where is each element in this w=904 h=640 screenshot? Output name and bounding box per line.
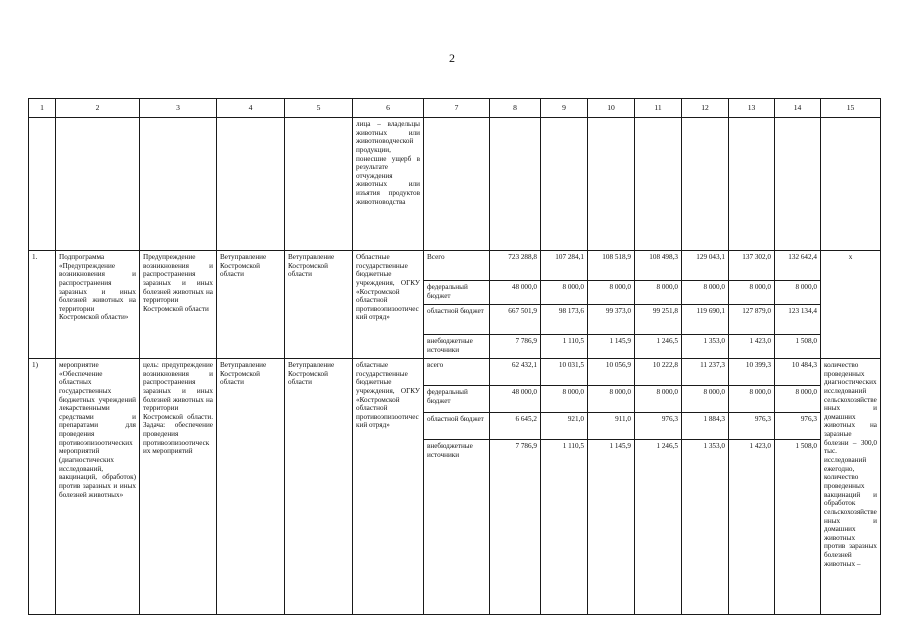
subprogram-name: Подпрограмма «Предупреждение возникновения и распространения заразных и иных болезней животных на территории Костромской области» bbox=[56, 251, 140, 359]
funding-source: внебюджетные источники bbox=[424, 335, 490, 359]
subprogram-goal: Предупреждение возникновения и распространения заразных и иных болезней животных на территории Костромской области bbox=[140, 251, 217, 359]
measure-row bbox=[29, 359, 881, 386]
value-cell: 1 110,5 bbox=[541, 440, 588, 615]
indicator-cell: х bbox=[821, 251, 881, 359]
value-cell: 108 518,9 bbox=[588, 251, 635, 281]
measure-participants: областные государственные бюджетные учреждения, ОГКУ «Костромской областной противоэпизоотический отряд» bbox=[353, 359, 424, 615]
value-cell: 7 786,9 bbox=[490, 440, 541, 615]
value-cell: 123 134,4 bbox=[775, 305, 821, 335]
value-cell: 1 353,0 bbox=[682, 440, 729, 615]
funding-source: внебюджетные источники bbox=[424, 440, 490, 615]
subprogram-responsible: Ветуправление Костромской области bbox=[217, 251, 285, 359]
header-cell: 12 bbox=[682, 99, 729, 118]
measure-number: 1) bbox=[29, 359, 56, 615]
header-cell: 15 bbox=[821, 99, 881, 118]
funding-source: федеральный бюджет bbox=[424, 386, 490, 413]
value-cell: 1 508,0 bbox=[775, 335, 821, 359]
subprogram-coexecutor: Ветуправление Костромской области bbox=[285, 251, 353, 359]
budget-table bbox=[28, 98, 881, 615]
value-cell: 8 000,0 bbox=[541, 386, 588, 413]
value-cell: 7 786,9 bbox=[490, 335, 541, 359]
header-cell: 14 bbox=[775, 99, 821, 118]
funding-source: всего bbox=[424, 359, 490, 386]
value-cell: 8 000,0 bbox=[682, 281, 729, 305]
value-cell: 8 000,0 bbox=[775, 386, 821, 413]
funding-source: областной бюджет bbox=[424, 413, 490, 440]
value-cell: 8 000,0 bbox=[635, 281, 682, 305]
value-cell: 10 484,3 bbox=[775, 359, 821, 386]
value-cell: 99 373,0 bbox=[588, 305, 635, 335]
value-cell: 8 000,0 bbox=[541, 281, 588, 305]
funding-source: федеральный бюджет bbox=[424, 281, 490, 305]
header-cell: 11 bbox=[635, 99, 682, 118]
header-cell: 2 bbox=[56, 99, 140, 118]
value-cell: 107 284,1 bbox=[541, 251, 588, 281]
value-cell: 976,3 bbox=[635, 413, 682, 440]
value-cell: 8 000,0 bbox=[588, 281, 635, 305]
value-cell: 1 246,5 bbox=[635, 440, 682, 615]
value-cell: 1 508,0 bbox=[775, 440, 821, 615]
value-cell: 1 110,5 bbox=[541, 335, 588, 359]
header-cell: 1 bbox=[29, 99, 56, 118]
header-cell: 10 bbox=[588, 99, 635, 118]
value-cell: 137 302,0 bbox=[729, 251, 775, 281]
value-cell: 8 000,0 bbox=[729, 281, 775, 305]
value-cell: 1 423,0 bbox=[729, 440, 775, 615]
value-cell: 1 884,3 bbox=[682, 413, 729, 440]
value-cell: 11 237,3 bbox=[682, 359, 729, 386]
funding-source: областной бюджет bbox=[424, 305, 490, 335]
value-cell: 98 173,6 bbox=[541, 305, 588, 335]
value-cell: 1 145,9 bbox=[588, 335, 635, 359]
value-cell: 1 246,5 bbox=[635, 335, 682, 359]
value-cell: 8 000,0 bbox=[729, 386, 775, 413]
header-cell: 13 bbox=[729, 99, 775, 118]
continuation-participants: лица – владельцы животных или животноводческой продукции, понесшие ущерб в результате отчуждения животных или изъятия продуктов животноводства bbox=[353, 118, 424, 251]
subprogram-row bbox=[29, 251, 881, 281]
value-cell: 127 879,0 bbox=[729, 305, 775, 335]
value-cell: 1 145,9 bbox=[588, 440, 635, 615]
value-cell: 108 498,3 bbox=[635, 251, 682, 281]
value-cell: 132 642,4 bbox=[775, 251, 821, 281]
value-cell: 976,3 bbox=[729, 413, 775, 440]
value-cell: 10 399,3 bbox=[729, 359, 775, 386]
measure-coexecutor: Ветуправление Костромской области bbox=[285, 359, 353, 615]
measure-name: мероприятие «Обеспечение областных государственных бюджетных учреждений лекарственными средствами и препаратами для проведения противоэпизоотических мероприятий (диагностических исследований, вакцинаций, обработок) против заразных и иных болезней животных» bbox=[56, 359, 140, 615]
subprogram-participants: Областные государственные бюджетные учреждения, ОГКУ «Костромской областной противоэпизоотический отряд» bbox=[353, 251, 424, 359]
value-cell: 99 251,8 bbox=[635, 305, 682, 335]
continuation-row bbox=[29, 118, 881, 251]
value-cell: 10 056,9 bbox=[588, 359, 635, 386]
value-cell: 8 000,0 bbox=[682, 386, 729, 413]
value-cell: 667 501,9 bbox=[490, 305, 541, 335]
header-cell: 5 bbox=[285, 99, 353, 118]
measure-goal: цель: предупреждение возникновения и распространения заразных и иных болезней животных на территории Костромской области. Задача: обеспечение проведения противоэпизоотических мероприятий bbox=[140, 359, 217, 615]
measure-responsible: Ветуправление Костромской области bbox=[217, 359, 285, 615]
value-cell: 8 000,0 bbox=[775, 281, 821, 305]
value-cell: 1 423,0 bbox=[729, 335, 775, 359]
value-cell: 921,0 bbox=[541, 413, 588, 440]
value-cell: 8 000,0 bbox=[588, 386, 635, 413]
header-cell: 7 bbox=[424, 99, 490, 118]
value-cell: 723 288,8 bbox=[490, 251, 541, 281]
header-row bbox=[29, 99, 881, 118]
header-cell: 9 bbox=[541, 99, 588, 118]
value-cell: 62 432,1 bbox=[490, 359, 541, 386]
value-cell: 1 353,0 bbox=[682, 335, 729, 359]
value-cell: 911,0 bbox=[588, 413, 635, 440]
value-cell: 8 000,0 bbox=[635, 386, 682, 413]
funding-source: Всего bbox=[424, 251, 490, 281]
value-cell: 10 031,5 bbox=[541, 359, 588, 386]
header-cell: 3 bbox=[140, 99, 217, 118]
value-cell: 48 000,0 bbox=[490, 281, 541, 305]
subprogram-number: 1. bbox=[29, 251, 56, 359]
value-cell: 129 043,1 bbox=[682, 251, 729, 281]
header-cell: 4 bbox=[217, 99, 285, 118]
page-number: 2 bbox=[449, 51, 455, 65]
value-cell: 10 222,8 bbox=[635, 359, 682, 386]
indicator-cell: количество проведенных диагностических исследований сельскохозяйственных и домашних животных на заразные болезни – 300,0 тыс. исследований ежегодно, количество проведенных вакцинаций и обработок сельскохозяйственных и домашних животных против заразных болезней животных – bbox=[821, 359, 881, 615]
value-cell: 6 645,2 bbox=[490, 413, 541, 440]
value-cell: 976,3 bbox=[775, 413, 821, 440]
header-cell: 6 bbox=[353, 99, 424, 118]
value-cell: 119 690,1 bbox=[682, 305, 729, 335]
header-cell: 8 bbox=[490, 99, 541, 118]
value-cell: 48 000,0 bbox=[490, 386, 541, 413]
